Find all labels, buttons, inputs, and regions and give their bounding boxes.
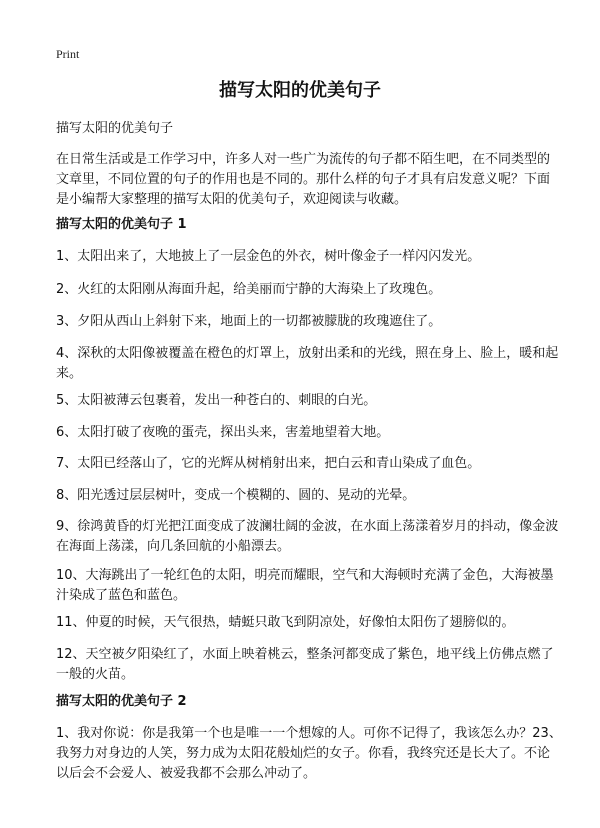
- section-heading-2: 描写太阳的优美句子 2: [56, 694, 187, 709]
- list-item: 1、太阳出来了，大地披上了一层金色的外衣，树叶像金子一样闪闪发光。: [56, 249, 481, 264]
- page-title: 描写太阳的优美句子: [219, 80, 381, 101]
- list-item: 7、太阳已经落山了，它的光辉从树梢射出来，把白云和青山染成了血色。: [56, 456, 481, 471]
- section-heading-1: 描写太阳的优美句子 1: [56, 217, 187, 232]
- article-subtitle: 描写太阳的优美句子: [56, 121, 174, 136]
- print-link[interactable]: Print: [56, 47, 80, 61]
- list-item: 12、天空被夕阳染红了，水面上映着桃云，整条河都变成了紫色，地平线上仿佛点燃了一般的火苗。: [56, 647, 554, 682]
- list-item: 6、太阳打破了夜晚的蛋壳，探出头来，害羞地望着大地。: [56, 425, 390, 440]
- list-item: 3、夕阳从西山上斜射下来，地面上的一切都被朦胧的玫瑰遮住了。: [56, 314, 442, 329]
- list-item: 11、仲夏的时候，天气很热，蜻蜓只敢飞到阴凉处，好像怕太阳伤了翅膀似的。: [56, 615, 515, 630]
- list-item: 5、太阳被薄云包裹着，发出一种苍白的、刺眼的白光。: [56, 393, 377, 408]
- intro-paragraph: 在日常生活或是工作学习中，许多人对一些广为流传的句子都不陌生吧，在不同类型的文章里，不同位置的句子的作用也是不同的。那什么样的句子才具有启发意义呢？下面是小编帮大家整理的描写太阳的优美句子，欢迎阅读与收藏。: [56, 152, 551, 207]
- list-item: 1、我对你说：你是我第一个也是唯一一个想嫁的人。可你不记得了，我该怎么办？23、我努力对身边的人笑，努力成为太阳花般灿烂的女子。你看，我终究还是长大了。不论以后会不会爱人、被爱我都不会那么冲动了。: [56, 726, 562, 781]
- list-item: 4、深秋的太阳像被覆盖在橙色的灯罩上，放射出柔和的光线，照在身上、脸上，暖和起来。: [56, 346, 559, 381]
- list-item: 9、徐鸿黄昏的灯光把江面变成了波澜壮阔的金波，在水面上荡漾着岁月的抖动，像金波在海面上荡漾，向几条回航的小船漂去。: [56, 519, 559, 554]
- list-item: 8、阳光透过层层树叶，变成一个模糊的、圆的、晃动的光晕。: [56, 488, 416, 503]
- list-item: 2、火红的太阳刚从海面升起，给美丽而宁静的大海染上了玫瑰色。: [56, 282, 442, 297]
- list-item: 10、大海跳出了一轮红色的太阳，明亮而耀眼，空气和大海顿时充满了金色，大海被墨汁染成了蓝色和蓝色。: [56, 568, 554, 603]
